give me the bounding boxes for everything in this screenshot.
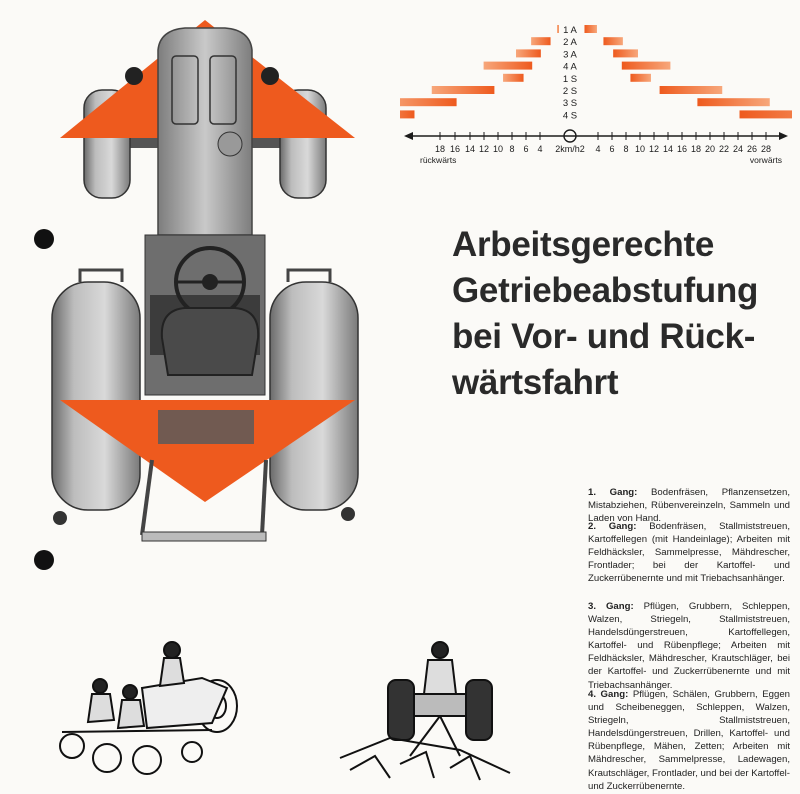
gear-2-text: Bodenfräsen, Stallmiststreuen, Kartoffellegen (mit Handeinlage); Arbeiten mit Feldhäcksler, Sammelpresse, Mähdrescher, Frontlader; bei der Kartoffel- und Zuckerrübenernte und mit Triebachsanhänger. [588, 521, 790, 585]
headlight-left [125, 67, 143, 85]
reverse-tick-label-10: 10 [492, 144, 504, 154]
forward-tick-label-10: 10 [634, 144, 646, 154]
forward-arrowhead [779, 132, 788, 140]
reverse-tick-label-18: 18 [434, 144, 446, 154]
gear-3-title: 3. Gang: [588, 601, 634, 612]
forward-bar-1 [584, 25, 596, 33]
driver-seat [162, 308, 258, 375]
forward-bar-6 [660, 86, 723, 94]
reverse-bar-5 [503, 74, 524, 82]
reverse-bar-8 [400, 110, 414, 118]
gear-label-8: 4 S [562, 110, 578, 122]
drawing-driver-head [164, 642, 180, 658]
gear-label-4: 4 A [563, 61, 577, 73]
fender-handle-left [80, 270, 122, 282]
reverse-direction-label: rückwärts [420, 155, 457, 165]
gear-1-text: Bodenfräsen, Pflanzensetzen, Mistabziehen, Rübenvereinzeln, Sammeln und Laden von Hand. [588, 487, 790, 525]
forward-tick-label-14: 14 [662, 144, 674, 154]
gear-label-2: 2 A [563, 37, 577, 49]
gear-3-text: Pflügen, Grubbern, Schleppen, Walzen, Striegeln, Stallmiststreuen, Handelsdüngerstreuen, Kartoffellegen, Kartoffel- und Rübenpflege; Arbeiten mit Feldhäcksler, Mähdrescher, Krautschläger, bei der Kartoffel- und Zuckerrübenernte und mit Triebachsanhänger. [588, 601, 790, 691]
forward-tick-label-20: 20 [704, 144, 716, 154]
fuel-cap [218, 132, 242, 156]
reverse-bar-4 [484, 62, 533, 70]
tractor-planter-drawing [52, 628, 252, 788]
reverse-tick-label-12: 12 [478, 144, 490, 154]
gear-4-description [588, 688, 790, 793]
drawbar [142, 532, 266, 541]
forward-tick-label-22: 22 [718, 144, 730, 154]
forward-tick-label-8: 8 [623, 144, 629, 154]
gear-1-title: 1. Gang: [588, 487, 638, 498]
forward-tick-label-16: 16 [676, 144, 688, 154]
reverse-tick-label-6: 6 [523, 144, 529, 154]
gear-4-title: 4. Gang: [588, 689, 629, 700]
forward-bar-4 [622, 62, 671, 70]
gear-label-5: 1 S [562, 73, 578, 85]
reverse-bar-2 [531, 37, 550, 45]
tractor-top-view-illustration [40, 20, 370, 555]
page-headline [452, 222, 792, 406]
reverse-bar-6 [432, 86, 495, 94]
forward-bar-3 [613, 49, 638, 57]
drawing-ploughman-head [432, 642, 448, 658]
reverse-tick-label-16: 16 [449, 144, 461, 154]
forward-bar-8 [740, 110, 792, 118]
forward-bar-7 [697, 98, 769, 106]
speed-unit-label: 2km/h2 [555, 144, 585, 154]
gear-label-6: 2 S [562, 86, 578, 97]
tractor-plough-drawing [330, 638, 520, 788]
reverse-bar-3 [516, 49, 541, 57]
forward-tick-label-6: 6 [609, 144, 615, 154]
headline-line-4: wärtsfahrt [452, 363, 619, 402]
gear-3-description [588, 600, 790, 692]
forward-tick-label-24: 24 [732, 144, 744, 154]
drawing-right-wheel [466, 680, 492, 740]
gear-label-7: 3 S [562, 98, 578, 110]
reverse-bar-7 [400, 98, 457, 106]
headline-line-3: bei Vor- und Rück- [452, 317, 756, 356]
gear-2-title: 2. Gang: [588, 521, 637, 532]
headline-line-2: Getriebeabstufung [452, 271, 759, 310]
gear-label-3: 3 A [563, 49, 577, 61]
fender-handle-right [288, 270, 330, 282]
gear-label-1: 1 A [563, 25, 577, 36]
rear-linkage [158, 410, 254, 444]
gear-speed-chart [400, 18, 792, 173]
forward-tick-label-12: 12 [648, 144, 660, 154]
gear-2-description [588, 520, 790, 585]
forward-bar-2 [603, 37, 622, 45]
gear-4-text: Pflügen, Schälen, Grubbern, Eggen und Scheibeneggen, Schleppen, Walzen, Striegeln, Stallmiststreuen, Handelsdüngerstreuen, Drillen, Kartoffel- und Rübenpflege, Mähen, Zetten; Arbeiten mit Mähdrescher, Sammelpresse, Ladewagen, Krautschläger, Frontlader, und bei der Kartoffel- und Zuckerrübenernte. [588, 689, 790, 792]
reverse-tick-label-14: 14 [464, 144, 476, 154]
forward-tick-label-28: 28 [760, 144, 772, 154]
forward-bar-5 [630, 74, 651, 82]
forward-tick-label-26: 26 [746, 144, 758, 154]
reverse-tick-label-8: 8 [509, 144, 515, 154]
reverse-arrowhead [404, 132, 413, 140]
rear-left-wheel [52, 282, 140, 510]
drawing-left-wheel [388, 680, 414, 740]
headline-line-1: Arbeitsgerechte [452, 225, 714, 264]
headlight-right [261, 67, 279, 85]
rear-right-wheel [270, 282, 358, 510]
forward-tick-label-4: 4 [595, 144, 601, 154]
forward-direction-label: vorwärts [749, 155, 782, 165]
reverse-tick-label-4: 4 [537, 144, 543, 154]
forward-tick-label-18: 18 [690, 144, 702, 154]
